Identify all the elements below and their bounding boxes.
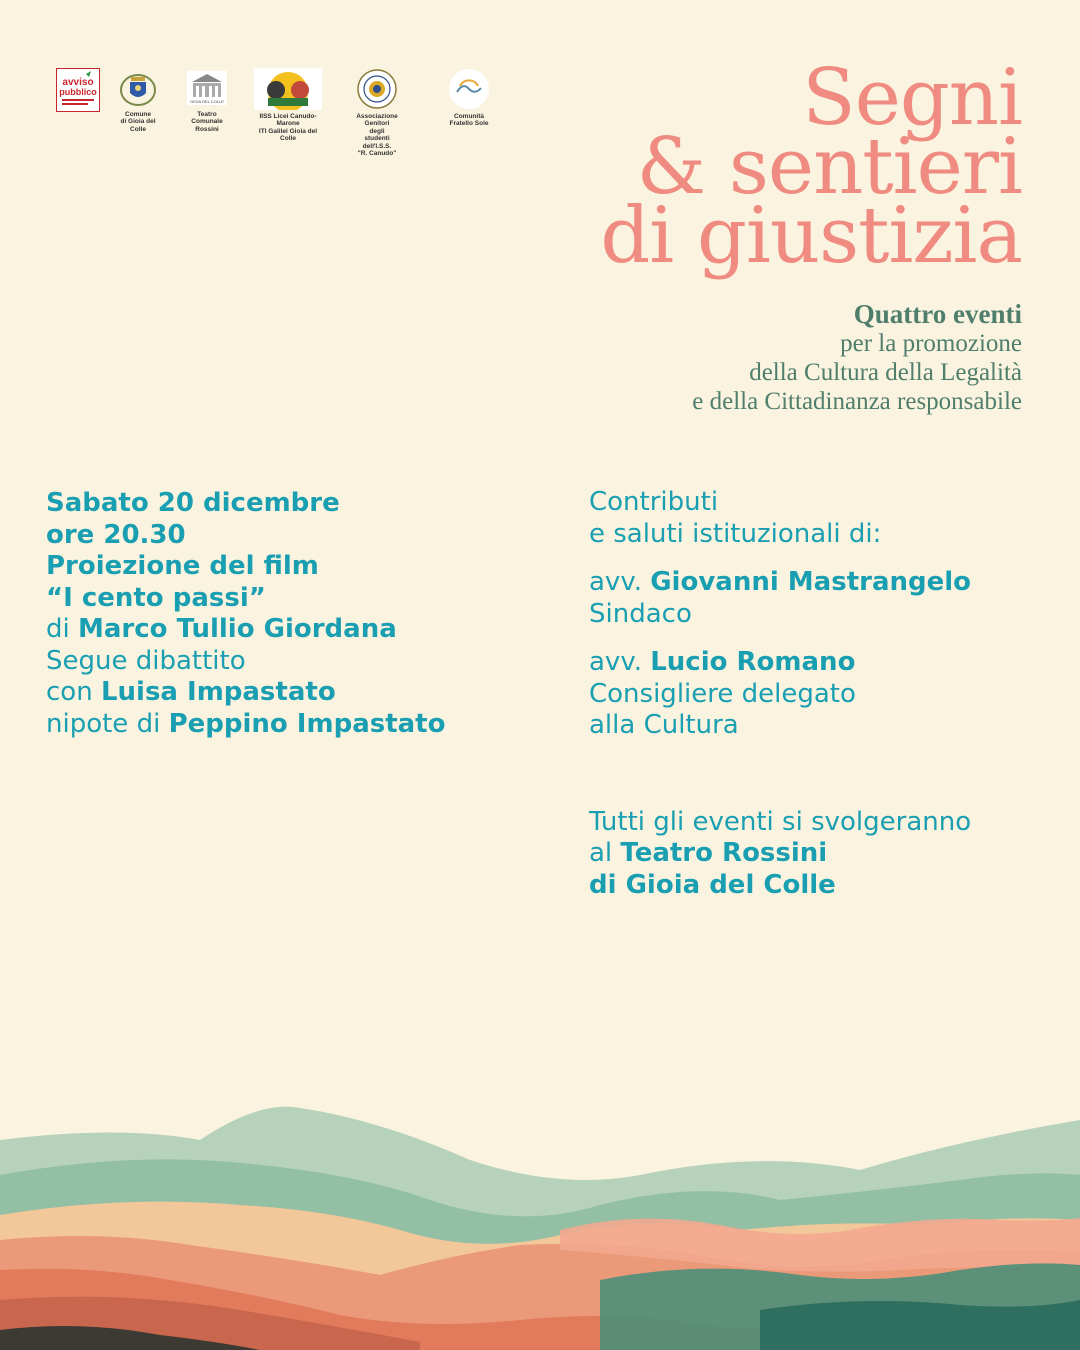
logo-avviso-pubblico <box>56 68 100 112</box>
logo-caption-iiss: IISS Licei Canudo-Marone ITI Galilei Gioia del Colle <box>258 113 318 143</box>
relation-line <box>46 709 445 741</box>
guest-line <box>46 677 445 709</box>
theater-building-icon <box>184 68 230 108</box>
speaker-1-name: Giovanni Mastrangelo <box>650 567 972 597</box>
association-seal-icon <box>356 68 398 110</box>
school-portraits-emblem <box>254 68 322 110</box>
speaker-1-role: Sindaco <box>589 598 692 629</box>
logo-caption-teatro: Teatro Comunale Rossini <box>191 111 223 133</box>
sun-wave-icon <box>448 68 490 110</box>
venue-prefix: al <box>589 838 613 868</box>
event-time: ore 20.30 <box>46 519 186 550</box>
guest-name: Luisa Impastato <box>100 677 336 707</box>
logo-teatro-rossini <box>184 68 230 133</box>
teatro-logo-inner-text: GIOIA DEL COLLE <box>190 99 224 104</box>
director-prefix: di <box>46 614 70 644</box>
speaker-1-name-line <box>589 567 971 599</box>
logo-comunita-fratello-sole <box>448 68 490 128</box>
relation-prefix: nipote di <box>46 708 161 739</box>
subtitle-line-4: e della Cittadinanza responsabile <box>692 388 1022 415</box>
title-line-1: Segni <box>802 53 1022 143</box>
logo-comune <box>118 68 158 133</box>
director-name: Marco Tullio Giordana <box>78 614 397 644</box>
venue-city: di Gioia del Colle <box>589 869 836 900</box>
guest-prefix: con <box>46 677 93 707</box>
subtitle-line-3: della Cultura della Legalità <box>749 359 1022 386</box>
avviso-logo-line2: pubblico <box>59 87 97 97</box>
logo-associazione-genitori <box>356 68 398 158</box>
venue-place: Teatro Rossini <box>620 838 828 868</box>
speaker-2-prefix: avv. <box>589 647 642 677</box>
avviso-logo-line1: avviso <box>62 77 94 88</box>
contributions-heading-2: e saluti istituzionali di: <box>589 518 882 549</box>
speaker-2-name-line <box>589 647 971 679</box>
venue-place-line <box>589 838 971 870</box>
speaker-2-name: Lucio Romano <box>650 647 856 677</box>
title-line-2: & sentieri <box>636 122 1022 212</box>
venue-line-1: Tutti gli eventi si svolgeranno <box>589 806 972 837</box>
logo-caption-comune: Comune di Gioia del Colle <box>120 111 156 133</box>
logo-caption-fratello-sole: Comunità Fratello Sole <box>449 113 489 128</box>
event-date: Sabato 20 dicembre <box>46 488 340 518</box>
event-projection: Proiezione del film <box>46 551 319 581</box>
hills-landscape-illustration <box>0 1080 1080 1350</box>
title-line-3: di giustizia <box>600 191 1022 281</box>
poster-title <box>600 53 1022 281</box>
relation-name: Peppino Impastato <box>168 708 446 739</box>
contributions-heading-1: Contributi <box>589 487 719 517</box>
coat-of-arms-icon <box>118 68 158 108</box>
subtitle-lead: Quattro eventi <box>853 299 1022 329</box>
film-title: “I cento passi” <box>46 582 266 613</box>
logo-iiss <box>254 68 322 143</box>
poster-subtitle <box>692 300 1022 416</box>
debate-line: Segue dibattito <box>46 645 246 676</box>
speaker-2-role-2: alla Cultura <box>589 710 739 740</box>
avviso-pubblico-emblem <box>56 68 100 112</box>
logo-caption-associazione: Associazione Genitori degli studenti dell'I.S.S. "R. Canudo" <box>356 113 398 158</box>
contributions <box>589 487 971 901</box>
director-line <box>46 614 445 646</box>
event-details <box>46 488 445 740</box>
speaker-1-prefix: avv. <box>589 567 642 597</box>
subtitle-line-2: per la promozione <box>840 330 1022 357</box>
speaker-2-role-1: Consigliere delegato <box>589 678 856 709</box>
